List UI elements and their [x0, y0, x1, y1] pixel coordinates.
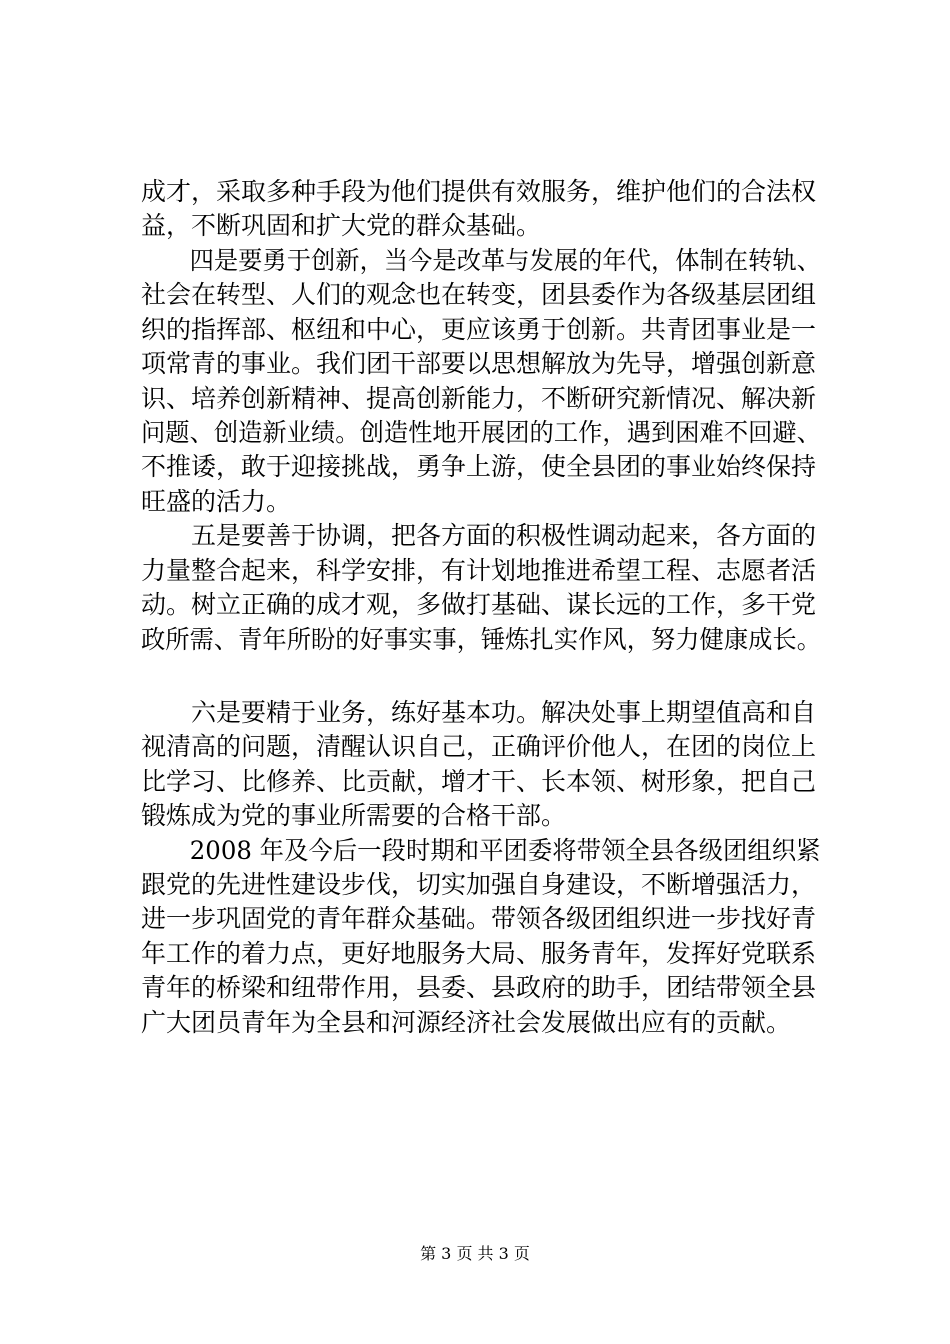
text-line: 六是要精于业务，练好基本功。解决处事上期望值高和自	[141, 698, 817, 727]
text-line: 视清高的问题，清醒认识自己，正确评价他人，在团的岗位上	[141, 732, 817, 761]
text-line: 进一步巩固党的青年群众基础。带领各级团组织进一步找好青	[141, 904, 817, 933]
text-line: 识、培养创新精神、提高创新能力，不断研究新情况、解决新	[141, 384, 817, 413]
text-line: 旺盛的活力。	[141, 487, 292, 516]
text-line: 比学习、比修养、比贡献，增才干、长本领、树形象，把自己	[141, 767, 817, 796]
page-footer: 第 3 页 共 3 页	[420, 1244, 530, 1263]
text-line: 跟党的先进性建设步伐，切实加强自身建设，不断增强活力，	[141, 870, 817, 899]
text-line: 问题、创造新业绩。创造性地开展团的工作，遇到困难不回避、	[141, 418, 821, 447]
text-line: 广大团员青年为全县和河源经济社会发展做出应有的贡献。	[141, 1008, 792, 1037]
text-line: 不推诿，敢于迎接挑战，勇争上游，使全县团的事业始终保持	[141, 452, 817, 481]
text-line: 锻炼成为党的事业所需要的合格干部。	[141, 801, 567, 830]
text-line: 社会在转型、人们的观念也在转变，团县委作为各级基层团组	[141, 280, 817, 309]
text-line: 项常青的事业。我们团干部要以思想解放为先导，增强创新意	[141, 349, 817, 378]
text-line: 2008 年及今后一段时期和平团委将带领全县各级团组织紧	[141, 836, 821, 865]
text-line: 四是要勇于创新，当今是改革与发展的年代，体制在转轨、	[141, 246, 821, 275]
text-line: 年工作的着力点，更好地服务大局、服务青年，发挥好党联系	[141, 939, 817, 968]
text-line: 青年的桥梁和纽带作用，县委、县政府的助手，团结带领全县	[141, 973, 817, 1002]
text-line: 政所需、青年所盼的好事实事，锤炼扎实作风，努力健康成长。	[141, 625, 821, 654]
text-line: 织的指挥部、枢纽和中心，更应该勇于创新。共青团事业是一	[141, 315, 817, 344]
text-line: 成才，采取多种手段为他们提供有效服务，维护他们的合法权	[141, 177, 817, 206]
text-line: 动。树立正确的成才观，多做打基础、谋长远的工作，多干党	[141, 590, 817, 619]
text-line: 力量整合起来，科学安排，有计划地推进希望工程、志愿者活	[141, 556, 817, 585]
text-line: 五是要善于协调，把各方面的积极性调动起来，各方面的	[141, 521, 817, 550]
text-line: 益，不断巩固和扩大党的群众基础。	[141, 211, 542, 240]
